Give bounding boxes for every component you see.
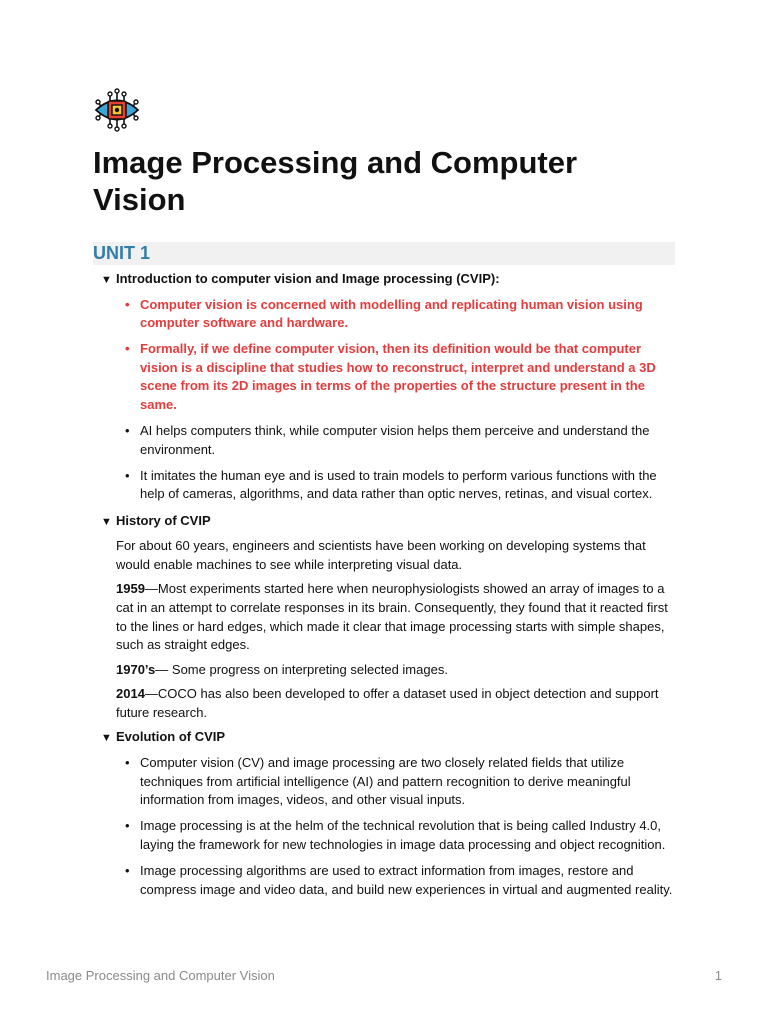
history-year: 1970’s xyxy=(116,661,156,677)
toggle-body-history xyxy=(101,537,681,722)
history-year: 1959 xyxy=(116,581,145,597)
toggle-heading: History of CVIP xyxy=(116,512,211,528)
toggle-arrow-icon[interactable]: ▼ xyxy=(101,732,112,745)
history-entry xyxy=(116,685,681,722)
page-title: Image Processing and Computer Vision xyxy=(93,145,578,217)
history-entry xyxy=(116,661,681,680)
bullet-icon: • xyxy=(125,755,130,771)
history-entry xyxy=(116,580,681,654)
history-text: — Some progress on interpreting selected images. xyxy=(155,661,448,677)
history-intro: For about 60 years, engineers and scientists have been working on developing systems that would enable machines to see while interpreting visual data. xyxy=(116,538,646,572)
toggle-history[interactable] xyxy=(101,512,681,532)
list-item-text: Formally, if we define computer vision, then its definition would be that computer vision is a discipline that studies how to reconstruct, interpret and understand a 3D scene from its 2D images in terms of the properties of the structure present in the same. xyxy=(140,341,656,413)
history-text: —Most experiments started here when neurophysiologists showed an array of images to a cat in an attempt to correlate responses in its brain. Consequently, they found that it reacted first to the lines or hard edges, which made it clear that image processing starts with simple shapes, such as straight edges. xyxy=(116,581,668,653)
bullet-list xyxy=(116,754,681,899)
list-item-text: Computer vision is concerned with modelling and replicating human vision using computer software and hardware. xyxy=(140,296,643,331)
toggle-evolution[interactable] xyxy=(101,728,681,748)
toggle-heading: Evolution of CVIP xyxy=(116,729,226,745)
bullet-icon: • xyxy=(125,423,130,439)
list-item xyxy=(116,754,681,810)
footer-title: Image Processing and Computer Vision xyxy=(46,968,275,983)
list-item xyxy=(116,422,681,459)
list-item xyxy=(116,862,681,899)
page-number: 1 xyxy=(714,968,722,983)
toggle-heading: Introduction to computer vision and Image processing (CVIP): xyxy=(116,271,500,286)
list-item-text: Computer vision (CV) and image processing are two closely related fields that utilize techniques from artificial intelligence (AI) and pattern recognition to derive meaningful information from images, videos, and other visual inputs. xyxy=(140,755,631,808)
history-text: —COCO has also been developed to offer a dataset used in object detection and support future research. xyxy=(116,686,659,720)
bullet-icon: • xyxy=(125,818,130,834)
list-item-text: Image processing algorithms are used to extract information from images, restore and compress image and video data, and build new experiences in virtual and augmented reality. xyxy=(140,863,673,897)
bullet-icon: • xyxy=(125,296,130,312)
bullet-icon: • xyxy=(125,341,130,357)
list-item-text: Image processing is at the helm of the technical revolution that is being called Industry 4.0, laying the framework for new technologies in image data processing and object recognition. xyxy=(140,818,666,852)
bullet-icon: • xyxy=(125,863,130,879)
list-item xyxy=(116,340,681,414)
list-item-text: It imitates the human eye and is used to train models to perform various functions with the help of cameras, algorithms, and data rather than optic nerves, retinas, and visual cortex. xyxy=(140,467,657,502)
bullet-list xyxy=(116,296,681,504)
toggle-body-evolution xyxy=(101,754,681,899)
toggle-body-intro xyxy=(101,296,681,504)
toggle-arrow-icon[interactable]: ▼ xyxy=(101,274,112,286)
list-item xyxy=(116,467,681,504)
unit-heading: UNIT 1 xyxy=(93,242,675,265)
history-year: 2014 xyxy=(116,686,145,702)
toggle-arrow-icon[interactable]: ▼ xyxy=(101,515,112,528)
toggle-intro[interactable] xyxy=(101,270,681,290)
list-item xyxy=(116,817,681,854)
document-body xyxy=(101,270,681,907)
eye-chip-icon xyxy=(93,87,141,133)
list-item-text: AI helps computers think, while computer vision helps them perceive and understand the environment. xyxy=(140,423,650,457)
bullet-icon: • xyxy=(125,467,130,483)
list-item xyxy=(116,296,681,333)
